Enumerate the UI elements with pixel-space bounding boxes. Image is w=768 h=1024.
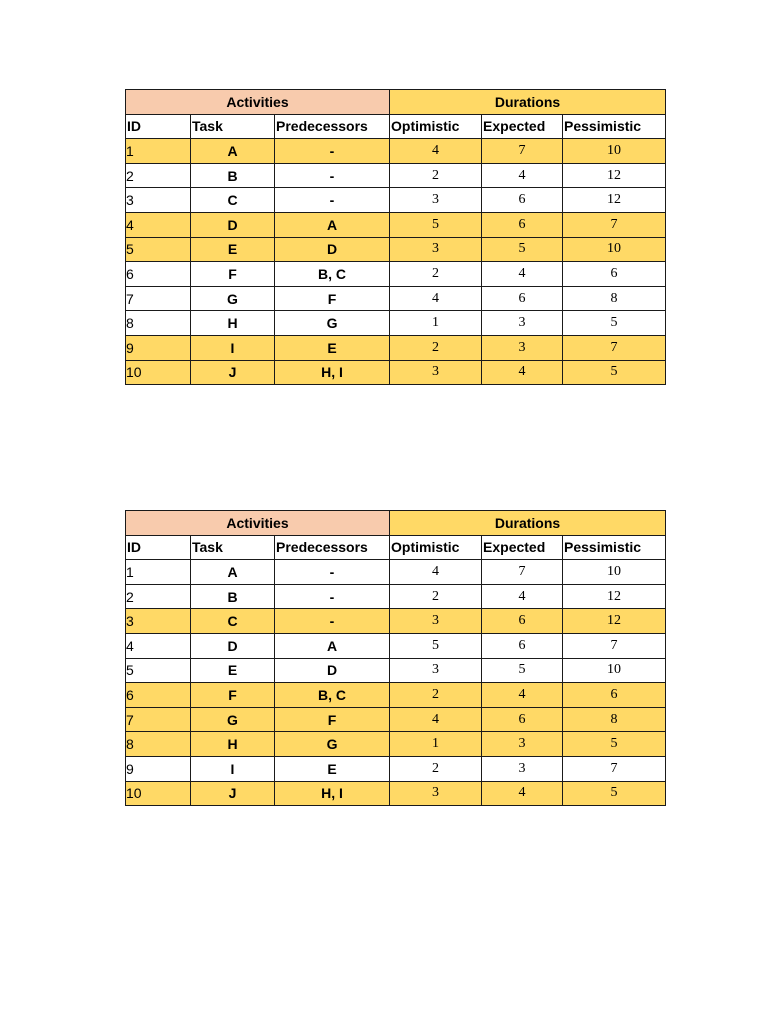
activity-table-2: [125, 510, 666, 806]
cell-expected: 4: [482, 584, 563, 609]
cell-id: 7: [126, 286, 191, 311]
cell-pessimistic: 8: [563, 707, 666, 732]
cell-task: A: [191, 139, 275, 164]
cell-pessimistic: 7: [563, 335, 666, 360]
cell-expected: 5: [482, 658, 563, 683]
activity-table-1: [125, 89, 666, 385]
cell-predecessors: -: [275, 139, 390, 164]
cell-id: 3: [126, 609, 191, 634]
cell-id: 8: [126, 732, 191, 757]
cell-task: F: [191, 683, 275, 708]
cell-expected: 6: [482, 633, 563, 658]
cell-task: H: [191, 311, 275, 336]
cell-task: C: [191, 188, 275, 213]
table-row: [126, 781, 666, 806]
cell-id: 10: [126, 360, 191, 385]
cell-expected: 6: [482, 707, 563, 732]
cell-task: C: [191, 609, 275, 634]
cell-optimistic: 2: [390, 163, 482, 188]
cell-pessimistic: 12: [563, 584, 666, 609]
cell-id: 1: [126, 139, 191, 164]
table-row: [126, 335, 666, 360]
cell-expected: 3: [482, 732, 563, 757]
cell-id: 6: [126, 683, 191, 708]
cell-predecessors: -: [275, 584, 390, 609]
cell-predecessors: A: [275, 633, 390, 658]
cell-pessimistic: 8: [563, 286, 666, 311]
cell-pessimistic: 7: [563, 633, 666, 658]
table-row: [126, 212, 666, 237]
cell-optimistic: 3: [390, 609, 482, 634]
cell-expected: 3: [482, 335, 563, 360]
table-body: [126, 90, 666, 385]
column-header-optimistic: Optimistic: [390, 535, 482, 560]
cell-optimistic: 3: [390, 781, 482, 806]
cell-optimistic: 2: [390, 335, 482, 360]
cell-pessimistic: 5: [563, 781, 666, 806]
cell-pessimistic: 5: [563, 311, 666, 336]
cell-task: D: [191, 212, 275, 237]
table-row: [126, 633, 666, 658]
cell-task: B: [191, 163, 275, 188]
cell-id: 4: [126, 212, 191, 237]
cell-task: F: [191, 262, 275, 287]
cell-expected: 4: [482, 781, 563, 806]
column-header-pessimistic: Pessimistic: [563, 114, 666, 139]
table-row: [126, 707, 666, 732]
cell-task: E: [191, 658, 275, 683]
cell-id: 1: [126, 560, 191, 585]
column-header-row: [126, 114, 666, 139]
cell-expected: 5: [482, 237, 563, 262]
cell-optimistic: 1: [390, 732, 482, 757]
column-header-expected: Expected: [482, 114, 563, 139]
cell-id: 9: [126, 756, 191, 781]
cell-optimistic: 5: [390, 633, 482, 658]
cell-predecessors: -: [275, 609, 390, 634]
table-row: [126, 732, 666, 757]
cell-expected: 3: [482, 756, 563, 781]
cell-id: 5: [126, 237, 191, 262]
table-row: [126, 609, 666, 634]
cell-id: 2: [126, 163, 191, 188]
cell-predecessors: B, C: [275, 683, 390, 708]
cell-predecessors: E: [275, 756, 390, 781]
cell-predecessors: B, C: [275, 262, 390, 287]
cell-task: I: [191, 335, 275, 360]
column-header-id: ID: [126, 114, 191, 139]
cell-task: B: [191, 584, 275, 609]
cell-predecessors: F: [275, 707, 390, 732]
cell-pessimistic: 12: [563, 188, 666, 213]
cell-task: G: [191, 286, 275, 311]
cell-optimistic: 5: [390, 212, 482, 237]
table-row: [126, 188, 666, 213]
cell-task: I: [191, 756, 275, 781]
cell-optimistic: 3: [390, 237, 482, 262]
column-header-predecessors: Predecessors: [275, 535, 390, 560]
cell-pessimistic: 7: [563, 756, 666, 781]
column-header-row: [126, 535, 666, 560]
cell-task: J: [191, 781, 275, 806]
cell-id: 8: [126, 311, 191, 336]
cell-expected: 6: [482, 609, 563, 634]
cell-optimistic: 4: [390, 286, 482, 311]
table-row: [126, 311, 666, 336]
cell-pessimistic: 12: [563, 163, 666, 188]
table-row: [126, 286, 666, 311]
cell-task: A: [191, 560, 275, 585]
table-body: [126, 511, 666, 806]
table-row: [126, 262, 666, 287]
activities-header: Activities: [126, 511, 390, 536]
cell-predecessors: G: [275, 732, 390, 757]
column-header-id: ID: [126, 535, 191, 560]
table-row: [126, 163, 666, 188]
cell-optimistic: 4: [390, 707, 482, 732]
cell-pessimistic: 12: [563, 609, 666, 634]
column-header-task: Task: [191, 114, 275, 139]
durations-header: Durations: [390, 511, 666, 536]
cell-pessimistic: 5: [563, 360, 666, 385]
cell-id: 6: [126, 262, 191, 287]
cell-pessimistic: 10: [563, 139, 666, 164]
column-header-expected: Expected: [482, 535, 563, 560]
cell-id: 5: [126, 658, 191, 683]
column-header-pessimistic: Pessimistic: [563, 535, 666, 560]
cell-id: 2: [126, 584, 191, 609]
cell-predecessors: H, I: [275, 360, 390, 385]
cell-id: 10: [126, 781, 191, 806]
cell-optimistic: 2: [390, 262, 482, 287]
cell-expected: 6: [482, 212, 563, 237]
cell-task: J: [191, 360, 275, 385]
cell-optimistic: 2: [390, 756, 482, 781]
cell-optimistic: 4: [390, 560, 482, 585]
table-row: [126, 683, 666, 708]
table-row: [126, 584, 666, 609]
cell-predecessors: -: [275, 163, 390, 188]
cell-id: 3: [126, 188, 191, 213]
table-row: [126, 237, 666, 262]
cell-expected: 6: [482, 286, 563, 311]
cell-expected: 6: [482, 188, 563, 213]
column-header-task: Task: [191, 535, 275, 560]
table-row: [126, 560, 666, 585]
cell-task: E: [191, 237, 275, 262]
cell-predecessors: F: [275, 286, 390, 311]
cell-expected: 3: [482, 311, 563, 336]
cell-expected: 7: [482, 139, 563, 164]
cell-predecessors: D: [275, 237, 390, 262]
cell-pessimistic: 6: [563, 262, 666, 287]
cell-id: 4: [126, 633, 191, 658]
cell-task: G: [191, 707, 275, 732]
group-header-row: [126, 511, 666, 536]
cell-optimistic: 3: [390, 360, 482, 385]
cell-expected: 4: [482, 683, 563, 708]
cell-pessimistic: 10: [563, 658, 666, 683]
cell-optimistic: 4: [390, 139, 482, 164]
table-row: [126, 756, 666, 781]
cell-optimistic: 3: [390, 188, 482, 213]
cell-optimistic: 2: [390, 683, 482, 708]
durations-header: Durations: [390, 90, 666, 115]
cell-expected: 4: [482, 262, 563, 287]
cell-predecessors: E: [275, 335, 390, 360]
cell-optimistic: 1: [390, 311, 482, 336]
cell-predecessors: H, I: [275, 781, 390, 806]
cell-id: 7: [126, 707, 191, 732]
activities-header: Activities: [126, 90, 390, 115]
cell-predecessors: D: [275, 658, 390, 683]
cell-optimistic: 3: [390, 658, 482, 683]
column-header-predecessors: Predecessors: [275, 114, 390, 139]
cell-predecessors: -: [275, 188, 390, 213]
cell-predecessors: -: [275, 560, 390, 585]
cell-optimistic: 2: [390, 584, 482, 609]
cell-expected: 4: [482, 163, 563, 188]
table-row: [126, 658, 666, 683]
cell-expected: 4: [482, 360, 563, 385]
table-row: [126, 360, 666, 385]
cell-pessimistic: 6: [563, 683, 666, 708]
cell-pessimistic: 10: [563, 560, 666, 585]
cell-expected: 7: [482, 560, 563, 585]
cell-id: 9: [126, 335, 191, 360]
cell-pessimistic: 10: [563, 237, 666, 262]
cell-pessimistic: 7: [563, 212, 666, 237]
cell-task: D: [191, 633, 275, 658]
cell-pessimistic: 5: [563, 732, 666, 757]
cell-predecessors: A: [275, 212, 390, 237]
group-header-row: [126, 90, 666, 115]
cell-predecessors: G: [275, 311, 390, 336]
cell-task: H: [191, 732, 275, 757]
column-header-optimistic: Optimistic: [390, 114, 482, 139]
table-row: [126, 139, 666, 164]
